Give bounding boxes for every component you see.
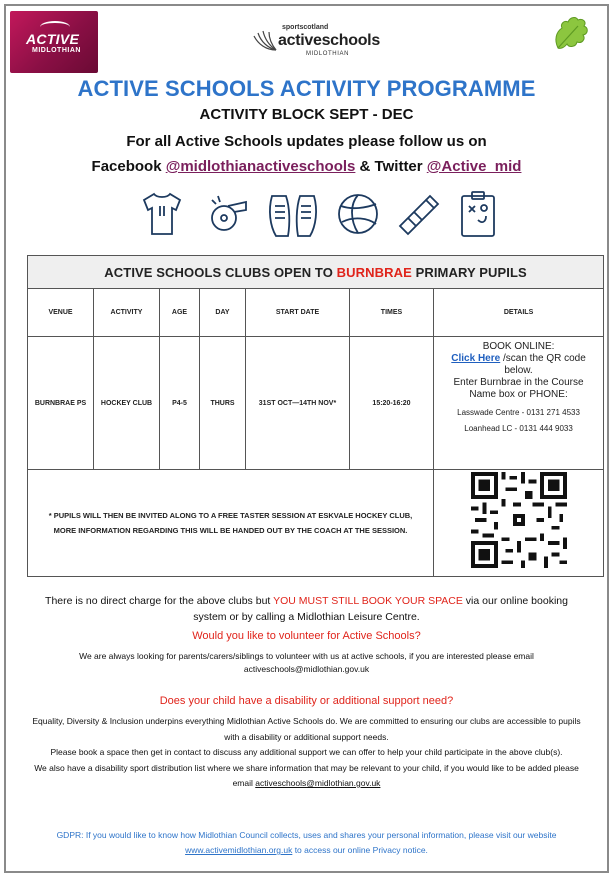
social-line — [0, 158, 613, 175]
support-line-3-prefix: We also have a disability sport distribution list where we share information that may be relevant to your child, if you would like to be added please email — [34, 762, 579, 788]
table-heading-prefix: ACTIVE SCHOOLS CLUBS OPEN TO — [104, 264, 337, 280]
logo-center-top: sportscotland — [282, 24, 329, 31]
cell-venue: BURNBRAE PS — [28, 337, 94, 470]
activity-block: ACTIVITY BLOCK SEPT - DEC — [199, 106, 414, 123]
active-midlothian-logo — [10, 11, 98, 73]
gdpr-text: GDPR: If you would like to know how Midlothian Council collects, uses and shares your personal information, please visit our website — [56, 830, 557, 840]
clubs-table — [27, 255, 604, 577]
details-after-link: /scan the QR code below. — [500, 353, 586, 376]
details-link-line — [440, 353, 597, 377]
support-line-2: Please book a space then get in contact to discuss any additional support we can offer to help your child participate in the above club(s). — [50, 747, 563, 757]
booking-notice-highlight: YOU MUST STILL BOOK YOUR SPACE — [273, 595, 463, 607]
support-line-1: Equality, Diversity & Inclusion underpins everything Midlothian Active Schools do. We are committed to ensuring our clubs are accessible to pupils with a disability or additional support needs. — [32, 716, 581, 742]
page-title: ACTIVE SCHOOLS ACTIVITY PROGRAMME — [77, 76, 536, 101]
col-activity: ACTIVITY — [94, 289, 160, 337]
details-book-online: BOOK ONLINE: — [482, 341, 555, 352]
table-row — [28, 337, 604, 470]
facebook-prefix: Facebook — [91, 158, 166, 175]
logo-center-main: activeschools — [278, 32, 380, 49]
support-line-3 — [30, 761, 583, 792]
logo-left-line1: ACTIVE — [26, 31, 80, 47]
logo-center-sub: MIDLOTHIAN — [306, 51, 350, 57]
tactics-board-icon — [456, 190, 500, 240]
logo-left-line2: MIDLOTHIAN — [32, 47, 81, 54]
details-course-line: Enter Burnbrae in the Course Name box or PHONE: — [453, 377, 584, 400]
col-age: AGE — [160, 289, 200, 337]
cell-start-date: 31ST OCT—14TH NOV* — [246, 337, 350, 470]
col-details: DETAILS — [434, 289, 604, 337]
table-note: * PUPILS WILL THEN BE INVITED ALONG TO A FREE TASTER SESSION AT ESKVALE HOCKEY CLUB, MORE INFORMATION REGARDING THIS WILL BE HANDED OUT BY THE COACH AT THE SESSION. — [28, 470, 434, 577]
active-schools-fan-icon — [252, 30, 278, 52]
table-heading — [28, 256, 604, 289]
gdpr-website-link[interactable]: www.activemidlothian.org.uk — [185, 845, 293, 855]
booking-notice-after: via our online booking system or by calling a Midlothian Leisure Centre. — [193, 595, 568, 623]
follow-line: For all Active Schools updates please follow us on — [126, 133, 487, 150]
gdpr-suffix: to access our online Privacy notice. — [292, 845, 428, 855]
volunteer-heading: Would you like to volunteer for Active Schools? — [192, 630, 421, 642]
trainers-icon — [266, 190, 320, 240]
booking-notice — [30, 593, 583, 625]
cell-day: THURS — [200, 337, 246, 470]
details-phone-1: Lasswade Centre - 0131 271 4533 — [457, 408, 580, 417]
ball-icon — [334, 190, 382, 238]
table-heading-school: BURNBRAE — [336, 264, 412, 280]
facebook-handle[interactable]: @midlothianactiveschools — [165, 158, 356, 175]
qr-cell — [434, 470, 604, 577]
col-venue: VENUE — [28, 289, 94, 337]
support-body — [30, 714, 583, 792]
volunteer-body: We are always looking for parents/carers/siblings to volunteer with us at active schools, if you are interested please email activeschools@midlothian.gov.uk — [79, 651, 534, 674]
football-shirt-icon — [140, 190, 184, 238]
booking-notice-before: There is no direct charge for the above clubs but — [45, 595, 274, 607]
water-bottle-icon — [396, 190, 444, 238]
col-start-date: START DATE — [246, 289, 350, 337]
click-here-link[interactable]: Click Here — [451, 353, 501, 364]
oak-leaf-icon — [550, 12, 592, 54]
support-email-link[interactable]: activeschools@midlothian.gov.uk — [255, 778, 381, 788]
table-heading-suffix: PRIMARY PUPILS — [411, 264, 527, 280]
active-schools-logo — [248, 24, 378, 62]
details-phone-2: Loanhead LC - 0131 444 9033 — [464, 424, 573, 433]
twitter-prefix: & Twitter — [355, 158, 427, 175]
cell-age: P4-5 — [160, 337, 200, 470]
sport-icons-row — [140, 190, 500, 242]
gdpr-notice — [24, 828, 589, 858]
whistle-icon — [206, 190, 250, 238]
support-heading: Does your child have a disability or additional support need? — [159, 695, 454, 707]
note-row — [28, 470, 604, 577]
twitter-handle[interactable]: @Active_mid — [426, 158, 522, 175]
col-times: TIMES — [350, 289, 434, 337]
col-day: DAY — [200, 289, 246, 337]
cell-times: 15:20-16:20 — [350, 337, 434, 470]
cell-details — [434, 337, 604, 470]
cell-activity: HOCKEY CLUB — [94, 337, 160, 470]
qr-code-icon[interactable] — [471, 472, 567, 568]
table-header-row — [28, 289, 604, 337]
